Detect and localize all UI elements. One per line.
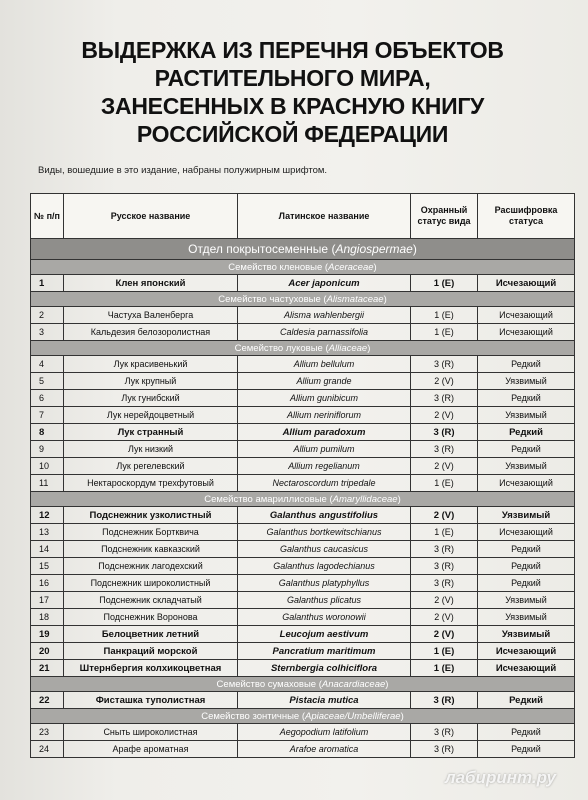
species-russian-name: Подснежник складчатый bbox=[64, 592, 238, 609]
species-status-decode: Редкий bbox=[478, 390, 575, 407]
species-status: 3 (R) bbox=[411, 424, 478, 441]
family-russian-name: Семейство амариллисовые bbox=[204, 493, 327, 505]
species-latin-name: Allium regelianum bbox=[238, 458, 411, 475]
species-row bbox=[31, 390, 575, 407]
family-row bbox=[31, 677, 575, 692]
family-label: Семейство сумаховые (Anacardiaceae) bbox=[31, 677, 575, 692]
species-russian-name: Подснежник Бортквича bbox=[64, 524, 238, 541]
family-latin-name: Aceraceae bbox=[328, 261, 374, 273]
species-row bbox=[31, 424, 575, 441]
species-russian-name: Белоцветник летний bbox=[64, 626, 238, 643]
species-latin-name: Pistacia mutica bbox=[238, 692, 411, 709]
species-status: 3 (R) bbox=[411, 741, 478, 758]
species-status: 1 (E) bbox=[411, 475, 478, 492]
species-number: 17 bbox=[31, 592, 64, 609]
species-number: 13 bbox=[31, 524, 64, 541]
red-book-table bbox=[30, 193, 575, 758]
species-status: 3 (R) bbox=[411, 441, 478, 458]
species-status-decode: Редкий bbox=[478, 558, 575, 575]
species-russian-name: Подснежник кавказский bbox=[64, 541, 238, 558]
species-number: 5 bbox=[31, 373, 64, 390]
species-status: 2 (V) bbox=[411, 626, 478, 643]
species-status: 3 (R) bbox=[411, 356, 478, 373]
species-russian-name: Сныть широколистная bbox=[64, 724, 238, 741]
family-label: Семейство зонтичные (Apiaceae/Umbelliferae) bbox=[31, 709, 575, 724]
species-number: 10 bbox=[31, 458, 64, 475]
species-number: 12 bbox=[31, 507, 64, 524]
species-row bbox=[31, 373, 575, 390]
species-status-decode: Исчезающий bbox=[478, 643, 575, 660]
species-number: 19 bbox=[31, 626, 64, 643]
species-row bbox=[31, 692, 575, 709]
species-row bbox=[31, 441, 575, 458]
species-latin-name: Aegopodium latifolium bbox=[238, 724, 411, 741]
species-number: 8 bbox=[31, 424, 64, 441]
species-russian-name: Фисташка туполистная bbox=[64, 692, 238, 709]
species-status-decode: Уязвимый bbox=[478, 609, 575, 626]
species-row bbox=[31, 626, 575, 643]
species-row bbox=[31, 507, 575, 524]
watermark-logo: лабиринт.ру bbox=[445, 768, 556, 787]
species-row bbox=[31, 275, 575, 292]
species-status: 2 (V) bbox=[411, 609, 478, 626]
species-status: 2 (V) bbox=[411, 373, 478, 390]
species-latin-name: Allium pumilum bbox=[238, 441, 411, 458]
family-row bbox=[31, 341, 575, 356]
species-number: 4 bbox=[31, 356, 64, 373]
species-number: 22 bbox=[31, 692, 64, 709]
species-number: 1 bbox=[31, 275, 64, 292]
species-russian-name: Подснежник широколистный bbox=[64, 575, 238, 592]
page-subtitle: Виды, вошедшие в это издание, набраны полужирным шрифтом. bbox=[38, 165, 328, 176]
species-russian-name: Панкраций морской bbox=[64, 643, 238, 660]
species-number: 7 bbox=[31, 407, 64, 424]
species-row bbox=[31, 741, 575, 758]
family-russian-name: Семейство частуховые bbox=[218, 293, 321, 305]
species-status: 3 (R) bbox=[411, 692, 478, 709]
species-russian-name: Лук крупный bbox=[64, 373, 238, 390]
family-row bbox=[31, 260, 575, 275]
header-status-decode: Расшифровка статуса bbox=[478, 194, 575, 239]
species-russian-name: Лук гунибский bbox=[64, 390, 238, 407]
family-latin-name: Amaryllidaceae bbox=[332, 493, 398, 505]
header-status: Охранный статус вида bbox=[411, 194, 478, 239]
species-russian-name: Лук красивенький bbox=[64, 356, 238, 373]
header-russian-name: Русское название bbox=[64, 194, 238, 239]
species-status-decode: Исчезающий bbox=[478, 475, 575, 492]
species-status: 1 (E) bbox=[411, 660, 478, 677]
family-latin-name: Apiaceae/Umbelliferae bbox=[305, 710, 401, 722]
species-number: 14 bbox=[31, 541, 64, 558]
species-status-decode: Исчезающий bbox=[478, 275, 575, 292]
header-latin-name: Латинское название bbox=[238, 194, 411, 239]
species-status-decode: Редкий bbox=[478, 424, 575, 441]
species-row bbox=[31, 592, 575, 609]
family-latin-name: Alliaceae bbox=[328, 342, 368, 354]
species-row bbox=[31, 541, 575, 558]
family-label: Семейство луковые (Alliaceae) bbox=[31, 341, 575, 356]
family-label: Семейство частуховые (Alismataceae) bbox=[31, 292, 575, 307]
species-latin-name: Allium gunibicum bbox=[238, 390, 411, 407]
family-row bbox=[31, 292, 575, 307]
species-status-decode: Редкий bbox=[478, 692, 575, 709]
family-russian-name: Семейство зонтичные bbox=[201, 710, 300, 722]
species-latin-name: Allium bellulum bbox=[238, 356, 411, 373]
species-number: 24 bbox=[31, 741, 64, 758]
species-status-decode: Уязвимый bbox=[478, 373, 575, 390]
species-row bbox=[31, 609, 575, 626]
species-number: 16 bbox=[31, 575, 64, 592]
species-status: 3 (R) bbox=[411, 575, 478, 592]
species-latin-name: Galanthus lagodechianus bbox=[238, 558, 411, 575]
title-line: ЗАНЕСЕННЫХ В КРАСНУЮ КНИГУ bbox=[100, 93, 485, 119]
species-row bbox=[31, 356, 575, 373]
species-russian-name: Арафе ароматная bbox=[64, 741, 238, 758]
species-row bbox=[31, 458, 575, 475]
species-latin-name: Leucojum aestivum bbox=[238, 626, 411, 643]
species-latin-name: Acer japonicum bbox=[238, 275, 411, 292]
species-status: 1 (E) bbox=[411, 275, 478, 292]
species-status: 1 (E) bbox=[411, 524, 478, 541]
species-russian-name: Клен японский bbox=[64, 275, 238, 292]
species-status: 3 (R) bbox=[411, 541, 478, 558]
species-number: 6 bbox=[31, 390, 64, 407]
species-russian-name: Штернбергия колхикоцветная bbox=[64, 660, 238, 677]
species-status-decode: Уязвимый bbox=[478, 407, 575, 424]
species-status: 1 (E) bbox=[411, 324, 478, 341]
species-latin-name: Arafoe aromatica bbox=[238, 741, 411, 758]
species-status: 3 (R) bbox=[411, 390, 478, 407]
species-status: 3 (R) bbox=[411, 724, 478, 741]
species-russian-name: Подснежник лагодехский bbox=[64, 558, 238, 575]
species-status-decode: Уязвимый bbox=[478, 626, 575, 643]
division-row bbox=[31, 239, 575, 260]
species-russian-name: Лук регелевский bbox=[64, 458, 238, 475]
species-number: 2 bbox=[31, 307, 64, 324]
species-latin-name: Caldesia parnassifolia bbox=[238, 324, 411, 341]
title-line: РОССИЙСКОЙ ФЕДЕРАЦИИ bbox=[136, 121, 449, 147]
species-status-decode: Исчезающий bbox=[478, 524, 575, 541]
species-latin-name: Alisma wahlenbergii bbox=[238, 307, 411, 324]
species-row bbox=[31, 524, 575, 541]
family-row bbox=[31, 709, 575, 724]
species-status-decode: Редкий bbox=[478, 356, 575, 373]
species-latin-name: Allium grande bbox=[238, 373, 411, 390]
species-status-decode: Редкий bbox=[478, 575, 575, 592]
species-status-decode: Исчезающий bbox=[478, 324, 575, 341]
species-number: 20 bbox=[31, 643, 64, 660]
species-status: 1 (E) bbox=[411, 643, 478, 660]
family-latin-name: Anacardiaceae bbox=[321, 678, 386, 690]
family-label: Семейство кленовые (Aceraceae) bbox=[31, 260, 575, 275]
species-number: 18 bbox=[31, 609, 64, 626]
family-row bbox=[31, 492, 575, 507]
species-latin-name: Nectaroscordum tripedale bbox=[238, 475, 411, 492]
species-status-decode: Уязвимый bbox=[478, 592, 575, 609]
species-status: 2 (V) bbox=[411, 458, 478, 475]
species-row bbox=[31, 643, 575, 660]
family-label: Семейство амариллисовые (Amaryllidaceae) bbox=[31, 492, 575, 507]
species-status-decode: Уязвимый bbox=[478, 458, 575, 475]
species-russian-name: Кальдезия белозоролистная bbox=[64, 324, 238, 341]
title-line: ВЫДЕРЖКА ИЗ ПЕРЕЧНЯ ОБЪЕКТОВ bbox=[81, 37, 504, 63]
family-russian-name: Семейство сумаховые bbox=[216, 678, 317, 690]
species-row bbox=[31, 558, 575, 575]
species-number: 15 bbox=[31, 558, 64, 575]
species-status-decode: Исчезающий bbox=[478, 307, 575, 324]
species-russian-name: Подснежник узколистный bbox=[64, 507, 238, 524]
species-status-decode: Редкий bbox=[478, 741, 575, 758]
division-russian-name: Отдел покрытосеменные bbox=[188, 242, 329, 256]
species-row bbox=[31, 307, 575, 324]
species-status-decode: Редкий bbox=[478, 541, 575, 558]
species-russian-name: Подснежник Воронова bbox=[64, 609, 238, 626]
species-number: 11 bbox=[31, 475, 64, 492]
species-row bbox=[31, 324, 575, 341]
header-number: № п/п bbox=[31, 194, 64, 239]
species-row bbox=[31, 575, 575, 592]
species-russian-name: Лук странный bbox=[64, 424, 238, 441]
species-status-decode: Редкий bbox=[478, 441, 575, 458]
species-latin-name: Allium paradoxum bbox=[238, 424, 411, 441]
species-status: 1 (E) bbox=[411, 307, 478, 324]
species-latin-name: Galanthus bortkewitschianus bbox=[238, 524, 411, 541]
species-row bbox=[31, 660, 575, 677]
species-number: 23 bbox=[31, 724, 64, 741]
species-latin-name: Galanthus woronowii bbox=[238, 609, 411, 626]
species-row bbox=[31, 724, 575, 741]
species-russian-name: Лук нерейдоцветный bbox=[64, 407, 238, 424]
species-number: 9 bbox=[31, 441, 64, 458]
species-status-decode: Уязвимый bbox=[478, 507, 575, 524]
species-russian-name: Лук низкий bbox=[64, 441, 238, 458]
division-latin-name: Angiospermae bbox=[335, 242, 413, 256]
species-russian-name: Частуха Валенберга bbox=[64, 307, 238, 324]
species-latin-name: Galanthus caucasicus bbox=[238, 541, 411, 558]
species-latin-name: Allium neriniflorum bbox=[238, 407, 411, 424]
division-label: Отдел покрытосеменные (Angiospermae) bbox=[31, 239, 575, 260]
species-status: 2 (V) bbox=[411, 507, 478, 524]
title-line: РАСТИТЕЛЬНОГО МИРА, bbox=[154, 65, 431, 91]
species-latin-name: Pancratium maritimum bbox=[238, 643, 411, 660]
family-russian-name: Семейство луковые bbox=[234, 342, 323, 354]
species-status-decode: Исчезающий bbox=[478, 660, 575, 677]
table-header-row bbox=[31, 194, 575, 239]
page-title bbox=[20, 36, 565, 148]
species-russian-name: Нектароскордум трехфутовый bbox=[64, 475, 238, 492]
species-row bbox=[31, 475, 575, 492]
species-latin-name: Sternbergia colhiciflora bbox=[238, 660, 411, 677]
species-number: 21 bbox=[31, 660, 64, 677]
species-latin-name: Galanthus platyphyllus bbox=[238, 575, 411, 592]
species-status-decode: Редкий bbox=[478, 724, 575, 741]
species-latin-name: Galanthus angustifolius bbox=[238, 507, 411, 524]
family-latin-name: Alismataceae bbox=[326, 293, 384, 305]
species-status: 2 (V) bbox=[411, 592, 478, 609]
species-latin-name: Galanthus plicatus bbox=[238, 592, 411, 609]
species-number: 3 bbox=[31, 324, 64, 341]
family-russian-name: Семейство кленовые bbox=[228, 261, 323, 273]
species-row bbox=[31, 407, 575, 424]
table-body bbox=[31, 239, 575, 758]
species-status: 3 (R) bbox=[411, 558, 478, 575]
species-status: 2 (V) bbox=[411, 407, 478, 424]
